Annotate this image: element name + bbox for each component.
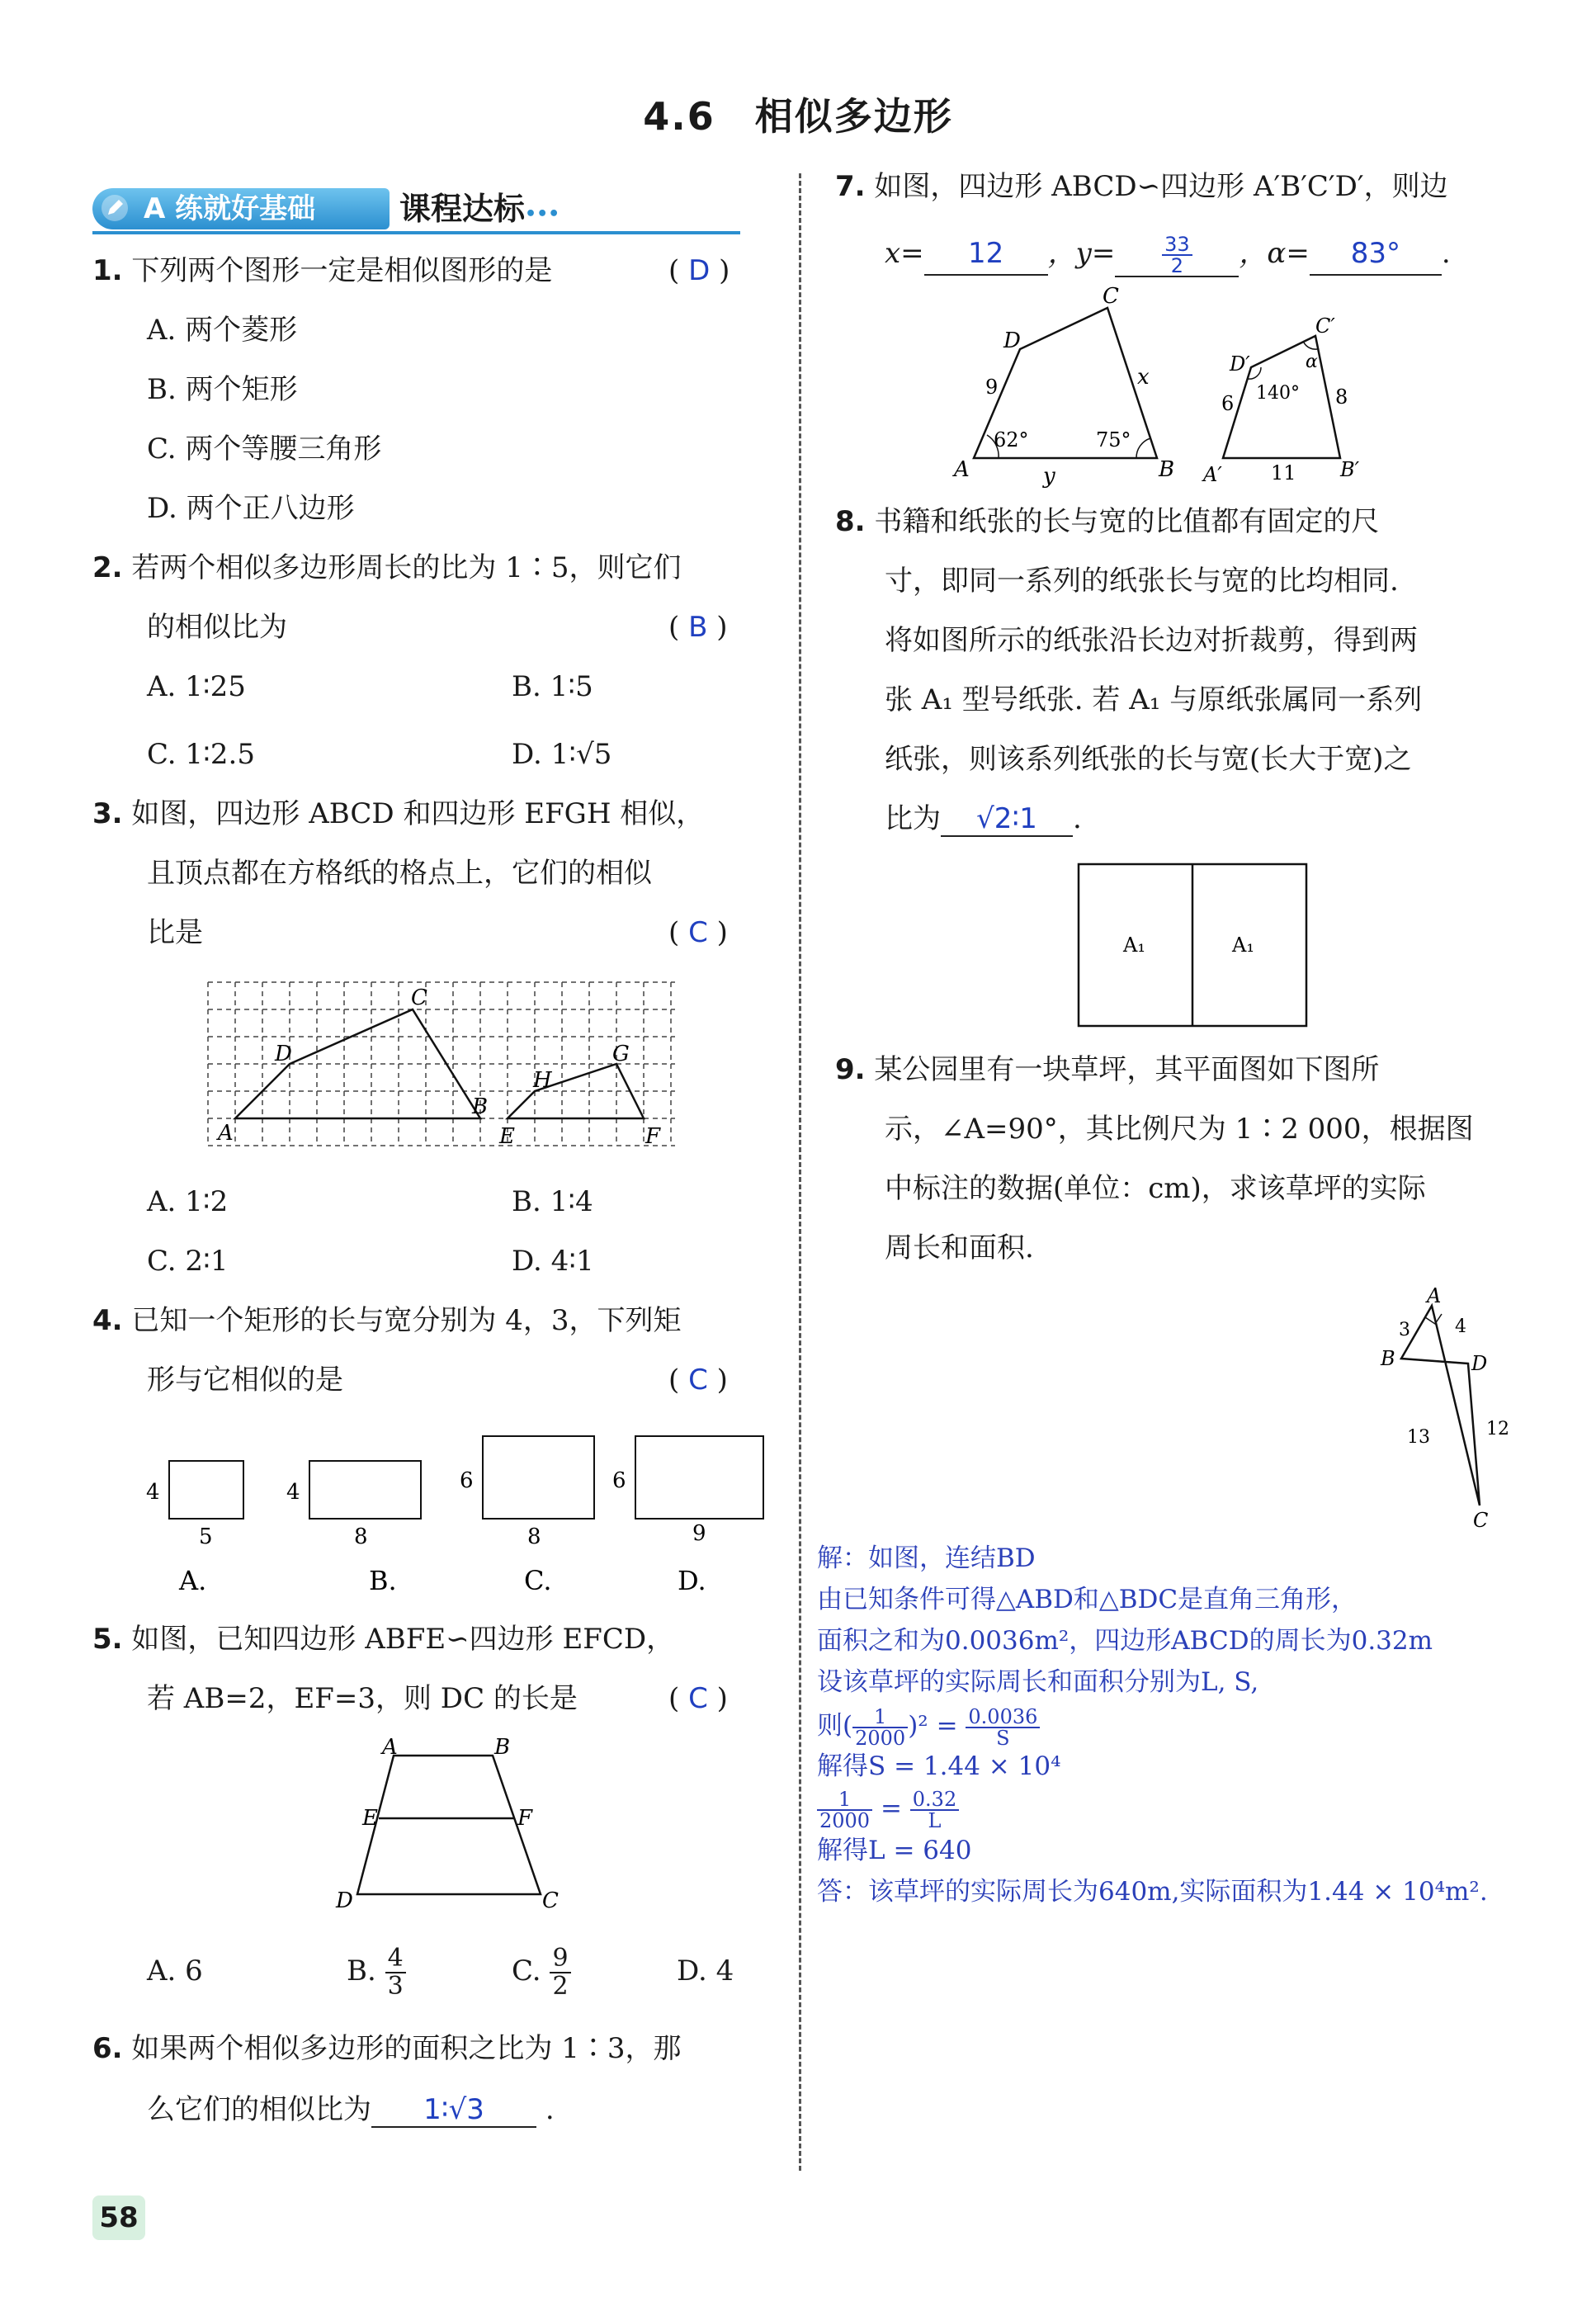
q4-rect-b (309, 1461, 421, 1519)
q1-option-c: C. 两个等腰三角形 (147, 432, 382, 466)
q5-number: 5. (92, 1623, 123, 1656)
q5-label-b: B (494, 1737, 511, 1760)
q9-side-13: 13 (1407, 1427, 1430, 1448)
q1-answer: D (688, 254, 711, 287)
q2-option-b: B. 1∶5 (512, 670, 593, 703)
q5-label-d: D (336, 1888, 353, 1913)
q7-number: 7. (835, 170, 866, 203)
solution-l5-num1: 1 (852, 1707, 908, 1728)
solution-line5 (817, 1704, 1040, 1748)
solution-l7-frac2 (910, 1789, 959, 1831)
q7-y-den: 2 (1170, 254, 1183, 277)
q3-label-a: A (218, 1121, 234, 1146)
q9-stem-line1 (835, 1053, 1379, 1086)
q3-label-e: E (499, 1124, 515, 1149)
q4-rect-d-height: 6 (612, 1468, 626, 1493)
q8-stem-line5: 纸张，则该系列纸张的长与宽(长大于宽)之 (885, 743, 1412, 776)
q4-rect-a-width: 5 (199, 1524, 213, 1549)
pencil-icon (101, 194, 129, 222)
q7-side-6: 6 (1221, 392, 1235, 415)
solution-l5-frac1 (852, 1704, 908, 1750)
q4-rect-d-width: 9 (692, 1521, 706, 1546)
q4-answer: C (688, 1364, 708, 1397)
q2-stem-line1 (92, 551, 681, 584)
q8-stem-line1 (835, 505, 1379, 538)
solution-line9: 答：该草坪的实际周长为640m,实际面积为1.44 × 10⁴m². (817, 1877, 1488, 1907)
section-badge (92, 188, 390, 229)
q5-label-e: E (362, 1806, 378, 1831)
solution-l7-num1: 1 (817, 1789, 872, 1811)
q8-stem-line4: 张 A₁ 型号纸张. 若 A₁ 与原纸张属同一系列 (885, 683, 1423, 716)
q5-option-c-letter: C. (512, 1954, 541, 1988)
q2-option-c: C. 1∶2.5 (147, 738, 255, 771)
solution-l5-den1: 2000 (855, 1726, 906, 1750)
q7-period: . (1441, 237, 1451, 270)
q5-trapezoid (357, 1756, 541, 1894)
q4-rect-a-height: 4 (146, 1480, 160, 1505)
solution-l5-mid: )² = (908, 1711, 958, 1741)
q7-y-label: ，y= (1047, 237, 1116, 270)
q5-trapezoid-figure (326, 1737, 590, 1919)
q1-stem (92, 254, 552, 287)
q7-angle-alpha: α (1306, 352, 1318, 372)
q9-label-c: C (1473, 1509, 1489, 1532)
q8-box1-label: A₁ (1123, 933, 1145, 957)
q9-stem-line3: 中标注的数据(单位：cm)，求该草坪的实际 (885, 1172, 1426, 1205)
q9-stem-line2: 示，∠A=90°，其比例尺为 1∶2 000，根据图 (885, 1113, 1474, 1146)
q8-answer: √2∶1 (976, 802, 1037, 835)
solution-l7-frac1 (817, 1789, 872, 1831)
q7-y-fraction (1162, 234, 1192, 276)
q5-answer: C (688, 1682, 708, 1715)
q9-label-b: B (1381, 1347, 1395, 1370)
q3-label-f: F (645, 1124, 661, 1149)
q3-option-b: B. 1∶4 (512, 1185, 593, 1218)
q7-angle-62: 62° (994, 428, 1029, 451)
q6-period: . (545, 2093, 555, 2126)
q5-label-c: C (542, 1888, 559, 1913)
q8-number: 8. (835, 505, 866, 538)
solution-l5-frac2 (966, 1704, 1040, 1750)
q5-label-f: F (517, 1806, 533, 1831)
q7-text1: 如图，四边形 ABCD∽四边形 A′B′C′D′，则边 (874, 170, 1448, 203)
q6-number: 6. (92, 2032, 123, 2065)
q4-answer-bracket: ( C ) (668, 1364, 728, 1397)
solution-line1: 解：如图，连结BD (817, 1543, 1036, 1573)
section-dots: ••• (525, 204, 560, 225)
q7-x-answer: 12 (968, 237, 1004, 270)
q7-alpha-blank (1310, 233, 1442, 276)
q4-rectangles-figure (136, 1420, 780, 1597)
q8-stem-line6 (885, 802, 1082, 837)
q2-text1: 若两个相似多边形周长的比为 1∶5，则它们 (131, 551, 682, 584)
page-title: 4.6 相似多边形 (643, 94, 953, 139)
solution-line4: 设该草坪的实际周长和面积分别为L, S, (817, 1667, 1259, 1697)
q4-rect-a (169, 1461, 243, 1519)
solution-l5-den2: S (996, 1726, 1010, 1750)
q3-grid-figure (206, 978, 685, 1156)
section-title (399, 188, 560, 235)
q5-text1: 如图，已知四边形 ABFE∽四边形 EFCD， (131, 1623, 675, 1656)
q7-side-8: 8 (1335, 385, 1348, 409)
q9-side-3: 3 (1399, 1320, 1410, 1340)
q9-stem-line4: 周长和面积. (885, 1231, 1034, 1264)
q5-stem-line1 (92, 1623, 674, 1656)
q7-y-num: 33 (1162, 234, 1192, 256)
q5-option-c-fraction (550, 1945, 570, 2000)
q6-answer: 1∶√3 (423, 2093, 484, 2126)
q1-text: 下列两个图形一定是相似图形的是 (131, 254, 553, 287)
solution-line6: 解得S = 1.44 × 10⁴ (817, 1751, 1061, 1781)
q7-angle-75: 75° (1096, 428, 1131, 451)
q8-box2-label: A₁ (1232, 933, 1254, 957)
q9-quad-abcd (1401, 1306, 1480, 1505)
q8-text1: 书籍和纸张的长与宽的比值都有固定的尺 (874, 505, 1380, 538)
q5-option-c (512, 1941, 571, 2001)
q9-label-d: D (1471, 1352, 1488, 1375)
q3-stem-line2: 且顶点都在方格纸的格点上，它们的相似 (147, 857, 652, 890)
q7-side-x: x (1137, 365, 1150, 390)
q4-stem-line2: 形与它相似的是 (147, 1364, 343, 1397)
solution-l7-num2: 0.32 (910, 1789, 959, 1811)
q9-text1: 某公园里有一块草坪，其平面图如下图所 (874, 1053, 1380, 1086)
q6-text2: 么它们的相似比为 (147, 2093, 371, 2126)
solution-l7-den2: L (928, 1808, 942, 1832)
q9-number: 9. (835, 1053, 866, 1086)
q8-text6: 比为 (885, 802, 941, 835)
q2-stem-line2: 的相似比为 (147, 611, 287, 644)
q7-alpha-answer: 83° (1350, 237, 1400, 270)
q1-option-b: B. 两个矩形 (147, 373, 298, 406)
q8-stem-line2: 寸，即同一系列的纸张长与宽的比均相同. (885, 565, 1399, 598)
column-divider (799, 173, 801, 2171)
solution-line8: 解得L = 640 (817, 1836, 972, 1865)
q8-answer-blank (941, 802, 1073, 837)
q7-x-label: x= (885, 237, 924, 270)
q7-label-cp: C′ (1315, 314, 1335, 338)
q4-rect-c-width: 8 (527, 1524, 541, 1549)
q4-stem-line1 (92, 1304, 681, 1337)
q5-option-b-letter: B. (347, 1954, 376, 1988)
solution-l7-den1: 2000 (819, 1808, 871, 1832)
q6-stem-line2 (147, 2093, 555, 2128)
q9-label-a: A (1427, 1288, 1442, 1307)
q7-x-blank (924, 233, 1048, 276)
q5-option-c-num: 9 (550, 1945, 570, 1973)
q7-side-y: y (1043, 464, 1055, 489)
solution-line7 (817, 1786, 959, 1831)
q4-rect-c (483, 1436, 594, 1519)
q7-quadrilaterals-figure (941, 285, 1403, 499)
q3-label-h: H (533, 1068, 552, 1093)
q4-rect-b-height: 4 (286, 1480, 300, 1505)
solution-line2: 由已知条件可得△ABD和△BDC是直角三角形， (817, 1585, 1358, 1614)
q3-answer: C (688, 916, 708, 949)
section-title-text: 课程达标 (399, 191, 526, 227)
q4-rect-d (635, 1436, 763, 1519)
q7-label-c: C (1103, 285, 1119, 309)
q5-option-b-den: 3 (387, 1972, 404, 2001)
q2-number: 2. (92, 551, 123, 584)
q9-side-12: 12 (1486, 1419, 1509, 1439)
page-number: 58 (92, 2195, 145, 2240)
q4-rect-c-height: 6 (460, 1468, 474, 1493)
q8-period: . (1073, 802, 1082, 835)
q5-answer-bracket: ( C ) (668, 1682, 728, 1715)
q3-text1: 如图，四边形 ABCD 和四边形 EFGH 相似， (131, 797, 705, 830)
solution-l7-mid: = (880, 1794, 902, 1823)
q1-number: 1. (92, 254, 123, 287)
q8-paper-figure (1077, 863, 1311, 1029)
section-underline (92, 231, 740, 234)
q5-option-b-fraction (385, 1945, 406, 2000)
q5-label-a: A (382, 1737, 398, 1760)
q3-stem-line3: 比是 (147, 916, 203, 949)
q3-stem-line1 (92, 797, 704, 830)
q5-option-b-num: 4 (385, 1945, 406, 1973)
q2-answer-bracket: ( B ) (668, 611, 728, 644)
q7-label-bp: B′ (1340, 458, 1360, 481)
q5-option-d: D. 4 (677, 1954, 734, 1988)
q1-answer-bracket: ( D ) (668, 254, 730, 287)
q3-label-g: G (612, 1042, 630, 1066)
solution-l5-pre: 则( (817, 1711, 853, 1741)
q4-rect-d-option: D. (678, 1565, 706, 1596)
q7-label-d: D (1003, 328, 1021, 353)
solution-l5-num2: 0.0036 (966, 1707, 1040, 1728)
q5-stem-line2: 若 AB=2，EF=3，则 DC 的长是 (147, 1682, 578, 1715)
q3-label-d: D (275, 1042, 292, 1066)
q2-answer: B (688, 611, 708, 644)
q7-side-9: 9 (985, 376, 999, 399)
q3-answer-bracket: ( C ) (668, 916, 728, 949)
q6-answer-blank (371, 2093, 536, 2128)
q7-label-ap: A′ (1203, 463, 1222, 486)
q4-rect-b-option: B. (369, 1565, 397, 1596)
q1-option-d: D. 两个正八边形 (147, 492, 355, 525)
q3-option-d: D. 4∶1 (512, 1245, 594, 1278)
q4-number: 4. (92, 1304, 123, 1337)
q7-label-dp: D′ (1230, 352, 1250, 376)
q2-option-a: A. 1∶25 (147, 670, 246, 703)
q1-option-a: A. 两个菱形 (147, 314, 298, 347)
q7-angle-b-arc (1136, 438, 1150, 458)
q2-option-d: D. 1∶√5 (512, 738, 612, 771)
q7-label-a: A (954, 457, 970, 482)
q9-side-4: 4 (1455, 1316, 1466, 1337)
q7-angle-cp-arc (1304, 343, 1317, 349)
q7-label-b: B (1159, 457, 1175, 482)
solution-line3: 面积之和为0.0036m²，四边形ABCD的周长为0.32m (817, 1626, 1433, 1656)
q6-text1: 如果两个相似多边形的面积之比为 1∶3，那 (131, 2032, 682, 2065)
q5-option-b (347, 1941, 406, 2001)
q7-y-blank (1115, 233, 1239, 277)
section-badge-label: A 练就好基础 (144, 192, 316, 225)
q5-option-a: A. 6 (147, 1954, 203, 1988)
q7-stem-line2 (885, 233, 1451, 277)
q3-option-c: C. 2∶1 (147, 1245, 229, 1278)
q4-rect-b-width: 8 (354, 1524, 368, 1549)
q7-side-11: 11 (1271, 461, 1296, 484)
q7-angle-140: 140° (1256, 383, 1300, 404)
q3-label-b: B (472, 1094, 489, 1119)
q7-stem-line1 (835, 170, 1448, 203)
q4-rect-c-option: C. (524, 1565, 552, 1596)
q8-stem-line3: 将如图所示的纸张沿长边对折裁剪，得到两 (885, 624, 1418, 657)
q3-label-c: C (411, 985, 427, 1010)
q3-option-a: A. 1∶2 (147, 1185, 229, 1218)
q4-rect-a-option: A. (179, 1565, 207, 1596)
q5-option-c-den: 2 (552, 1972, 569, 2001)
q6-stem-line1 (92, 2032, 681, 2065)
q3-number: 3. (92, 797, 123, 830)
q7-alpha-label: ，α= (1239, 237, 1310, 270)
section-header (92, 188, 740, 236)
q4-text1: 已知一个矩形的长与宽分别为 4，3，下列矩 (131, 1304, 682, 1337)
q9-lawn-figure (1366, 1288, 1531, 1535)
